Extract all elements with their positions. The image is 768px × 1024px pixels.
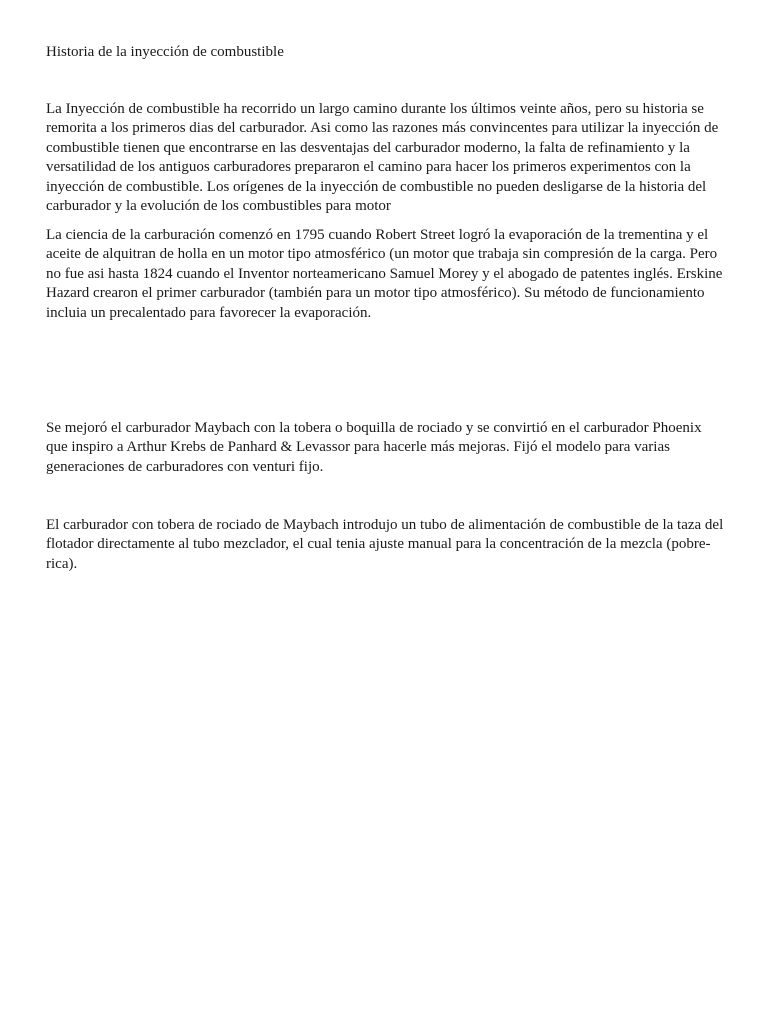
document-title: Historia de la inyección de combustible [46,44,284,60]
paragraph-spray-nozzle: El carburador con tobera de rociado de Maybach introdujo un tubo de alimentación de combustible de la taza del flotador directamente al tubo mezclador, el cual tenia ajuste manual para la concentración de la mezcla (pobre-rica). [46,517,724,572]
paragraph-carburation-science: La ciencia de la carburación comenzó en 1795 cuando Robert Street logró la evaporación de la trementina y el aceite de alquitran de holla en un motor tipo atmosférico (un motor que trabaja sin compresión de la carga. Pero no fue asi hasta 1824 cuando el Inventor norteamericano Samuel Morey y el abogado de patentes inglés. Erskine Hazard crearon el primer carburador (también para un motor tipo atmosférico). Su método de funcionamiento incluia un precalentado para favorecer la evaporación. [46,227,723,321]
paragraph-history-intro: La Inyección de combustible ha recorrido un largo camino durante los últimos veinte años, pero su historia se remorita a los primeros dias del carburador. Asi como las razones más convincentes para utilizar la inyección de combustible tienen que encontrarse en las desventajas del carburador moderno, la falta de refinamiento y la versatilidad de los antiguos carburadores prepararon el camino para hacer los primeros experimentos con la inyección de combustible. Los orígenes de la inyección de combustible no pueden desligarse de la historia del carburador y la evolución de los combustibles para motor [46,101,719,215]
paragraph-maybach-phoenix: Se mejoró el carburador Maybach con la tobera o boquilla de rociado y se convirtió en el carburador Phoenix que inspiro a Arthur Krebs de Panhard & Levassor para hacerle más mejoras. Fijó el modelo para varias generaciones de carburadores con venturi fijo. [46,420,702,475]
